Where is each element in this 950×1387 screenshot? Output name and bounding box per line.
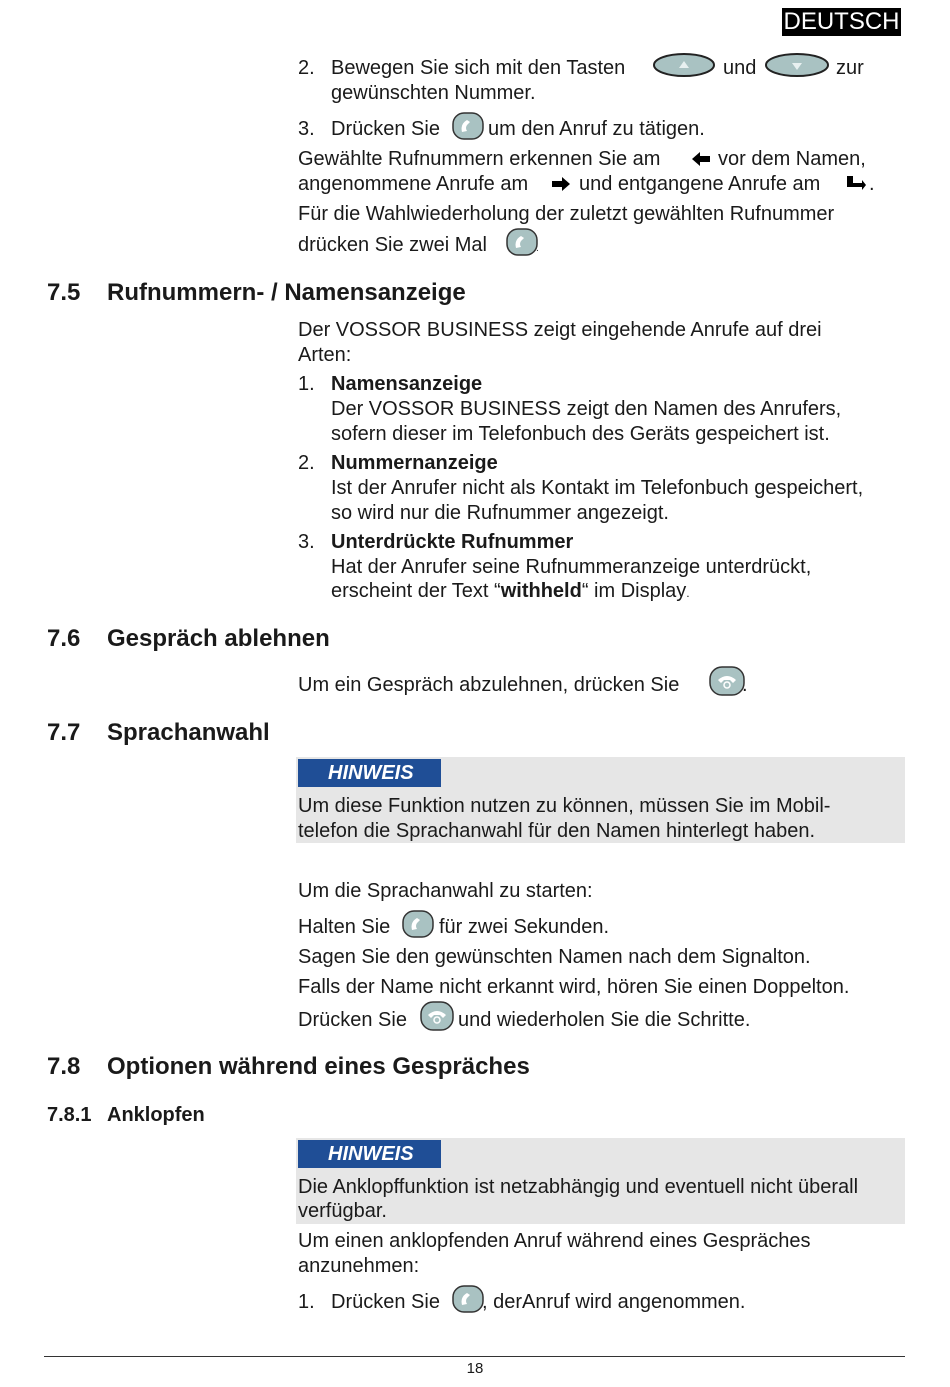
list-text-part: “ im Display bbox=[581, 580, 687, 602]
list-number: 3. bbox=[298, 531, 315, 553]
paragraph: anzunehmen: bbox=[298, 1255, 420, 1277]
list-number: 2. bbox=[298, 452, 315, 474]
list-text-part: erscheint der Text “ bbox=[331, 580, 501, 602]
list-text: so wird nur die Rufnummer angezeigt. bbox=[331, 502, 669, 524]
list-title: Unterdrückte Rufnummer bbox=[331, 531, 574, 553]
info-text: . bbox=[869, 173, 875, 195]
page-number: 18 bbox=[466, 1360, 484, 1377]
step-text: Drücken Sie bbox=[331, 1291, 440, 1313]
paragraph: und wiederholen Sie die Schritte. bbox=[458, 1009, 751, 1031]
info-text: drücken Sie zwei Mal bbox=[298, 234, 487, 256]
list-text: Der VOSSOR BUSINESS zeigt den Namen des Anrufers, bbox=[331, 398, 842, 420]
missed-call-icon bbox=[844, 174, 868, 194]
info-text: Gewählte Rufnummern erkennen Sie am bbox=[298, 148, 661, 170]
section-title: Optionen während eines Gespräches bbox=[107, 1053, 530, 1080]
step-text: um den Anruf zu tätigen. bbox=[488, 118, 705, 140]
language-label: DEUTSCH bbox=[783, 8, 900, 35]
list-number: 1. bbox=[298, 373, 315, 395]
info-text: und entgangene Anrufe am bbox=[579, 173, 821, 195]
note-label: HINWEIS bbox=[298, 1140, 441, 1168]
list-text: Hat der Anrufer seine Rufnummeranzeige unterdrückt, bbox=[331, 556, 812, 578]
step-text: zur bbox=[836, 57, 864, 79]
note-label: HINWEIS bbox=[298, 759, 441, 787]
section-number: 7.8 bbox=[47, 1053, 81, 1080]
info-text: angenommene Anrufe am bbox=[298, 173, 529, 195]
paragraph: Drücken Sie bbox=[298, 1009, 407, 1031]
step-number: 2. bbox=[298, 57, 315, 79]
note-text: verfügbar. bbox=[298, 1200, 387, 1222]
call-button-icon bbox=[452, 112, 484, 140]
paragraph: Falls der Name nicht erkannt wird, hören Sie einen Doppelton. bbox=[298, 976, 850, 998]
withheld-term: withheld bbox=[500, 580, 582, 602]
down-key-icon bbox=[764, 52, 830, 80]
step-text: , derAnruf wird angenommen. bbox=[482, 1291, 746, 1313]
section-title: Sprachanwahl bbox=[107, 719, 270, 746]
list-title: Namensanzeige bbox=[331, 373, 483, 395]
call-button-icon bbox=[452, 1285, 484, 1313]
paragraph: Der VOSSOR BUSINESS zeigt eingehende Anrufe auf drei bbox=[298, 319, 822, 341]
end-call-button-icon bbox=[420, 1001, 454, 1031]
list-text bbox=[331, 579, 690, 605]
note-text: Die Anklopffunktion ist netzabhängig und eventuell nicht überall bbox=[298, 1176, 859, 1198]
arrow-left-icon bbox=[690, 150, 712, 168]
step-text: gewünschten Nummer. bbox=[331, 82, 536, 104]
up-key-icon bbox=[652, 52, 716, 80]
call-button-icon bbox=[402, 910, 434, 938]
info-text: . bbox=[536, 243, 539, 254]
list-text: Ist der Anrufer nicht als Kontakt im Telefonbuch gespeichert, bbox=[331, 477, 864, 499]
step-text: und bbox=[723, 57, 757, 79]
paragraph: für zwei Sekunden. bbox=[439, 916, 610, 938]
paragraph: Arten: bbox=[298, 344, 352, 366]
note-text: telefon die Sprachanwahl für den Namen hinterlegt haben. bbox=[298, 820, 816, 842]
paragraph: Um ein Gespräch abzulehnen, drücken Sie bbox=[298, 674, 680, 696]
footer-rule bbox=[44, 1356, 905, 1357]
section-title: Gespräch ablehnen bbox=[107, 625, 330, 652]
list-title: Nummernanzeige bbox=[331, 452, 498, 474]
paragraph: Um die Sprachanwahl zu starten: bbox=[298, 880, 593, 902]
step-text: Bewegen Sie sich mit den Tasten bbox=[331, 57, 626, 79]
paragraph: . bbox=[742, 674, 748, 696]
subsection-number: 7.8.1 bbox=[47, 1104, 92, 1126]
section-number: 7.6 bbox=[47, 625, 81, 652]
list-text: sofern dieser im Telefonbuch des Geräts gespeichert ist. bbox=[331, 423, 830, 445]
paragraph: Um einen anklopfenden Anruf während eines Gespräches bbox=[298, 1230, 811, 1252]
note-text: Um diese Funktion nutzen zu können, müssen Sie im Mobil- bbox=[298, 795, 831, 817]
end-call-button-icon bbox=[709, 666, 745, 696]
call-button-icon bbox=[506, 228, 538, 256]
section-title: Rufnummern- / Namensanzeige bbox=[107, 279, 466, 306]
step-number: 1. bbox=[298, 1291, 315, 1313]
list-text-part: . bbox=[686, 586, 690, 600]
info-text: Für die Wahlwiederholung der zuletzt gewählten Rufnummer bbox=[298, 203, 835, 225]
info-text: vor dem Namen, bbox=[718, 148, 866, 170]
paragraph: Halten Sie bbox=[298, 916, 391, 938]
step-number: 3. bbox=[298, 118, 315, 140]
step-text: Drücken Sie bbox=[331, 118, 440, 140]
section-number: 7.5 bbox=[47, 279, 81, 306]
subsection-title: Anklopfen bbox=[107, 1104, 205, 1126]
arrow-right-icon bbox=[550, 175, 572, 193]
section-number: 7.7 bbox=[47, 719, 81, 746]
paragraph: Sagen Sie den gewünschten Namen nach dem Signalton. bbox=[298, 946, 811, 968]
